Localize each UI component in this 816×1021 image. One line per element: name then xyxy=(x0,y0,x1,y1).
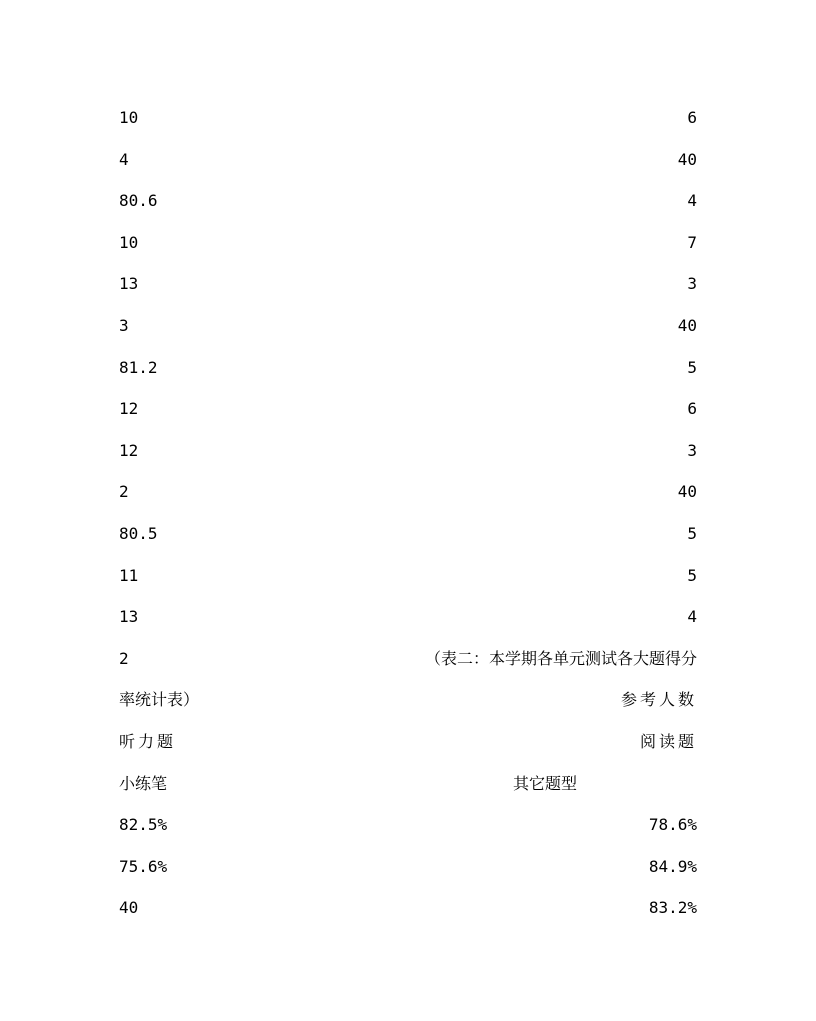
line-right-text: 40 xyxy=(677,315,697,335)
text-line xyxy=(119,398,697,440)
line-right-text: 78.6% xyxy=(648,815,697,835)
line-left-text: 12 xyxy=(119,399,139,419)
line-left-text: 2 xyxy=(119,648,129,668)
table-caption-end: 率统计表） xyxy=(119,690,200,710)
text-line xyxy=(119,856,697,898)
table-caption-line xyxy=(119,648,697,690)
header-line xyxy=(119,731,697,773)
line-left-text: 13 xyxy=(119,274,139,294)
header-line xyxy=(119,773,697,815)
column-header-reading: 阅读题 xyxy=(639,731,697,751)
column-header-participants: 参考人数 xyxy=(620,690,697,710)
text-line xyxy=(119,357,697,399)
line-left-text: 80.5 xyxy=(119,523,158,543)
line-left-text: 3 xyxy=(119,315,129,335)
line-left-text: 40 xyxy=(119,898,139,918)
column-header-listening: 听力题 xyxy=(119,731,177,751)
line-left-text: 80.6 xyxy=(119,191,158,211)
text-line xyxy=(119,523,697,565)
text-line xyxy=(119,315,697,357)
line-left-text: 75.6% xyxy=(119,856,168,876)
text-line xyxy=(119,481,697,523)
text-line xyxy=(119,897,697,939)
line-right-text: 84.9% xyxy=(648,856,697,876)
text-line xyxy=(119,149,697,191)
text-line xyxy=(119,232,697,274)
line-right-text: 4 xyxy=(687,607,697,627)
line-right-text: 5 xyxy=(687,357,697,377)
text-line xyxy=(119,606,697,648)
line-left-text: 81.2 xyxy=(119,357,158,377)
text-line xyxy=(119,814,697,856)
line-right-text: 40 xyxy=(677,482,697,502)
line-left-text: 10 xyxy=(119,232,139,252)
line-left-text: 82.5% xyxy=(119,815,168,835)
text-line xyxy=(119,565,697,607)
line-left-text: 2 xyxy=(119,482,129,502)
line-right-text: 40 xyxy=(677,149,697,169)
line-right-text: 3 xyxy=(687,274,697,294)
text-line xyxy=(119,190,697,232)
line-right-text: 5 xyxy=(687,565,697,585)
line-right-text: 6 xyxy=(687,108,697,127)
line-right-text: 6 xyxy=(687,399,697,419)
line-left-text: 13 xyxy=(119,607,139,627)
text-line xyxy=(119,273,697,315)
line-left-text: 12 xyxy=(119,440,139,460)
line-left-text: 4 xyxy=(119,149,129,169)
text-lines xyxy=(119,107,697,939)
line-right-text: 83.2% xyxy=(648,898,697,918)
line-left-text: 10 xyxy=(119,108,139,127)
line-right-text: 3 xyxy=(687,440,697,460)
line-right-text: 4 xyxy=(687,191,697,211)
text-line xyxy=(119,107,697,149)
table-caption-line xyxy=(119,689,697,731)
line-right-text: 7 xyxy=(687,232,697,252)
column-header-other: 其它题型 xyxy=(513,773,578,793)
line-right-text: 5 xyxy=(687,523,697,543)
column-header-writing: 小练笔 xyxy=(119,773,168,793)
text-line xyxy=(119,440,697,482)
table-caption-start: （表二：本学期各单元测试各大题得分 xyxy=(424,648,697,668)
line-left-text: 11 xyxy=(119,565,139,585)
